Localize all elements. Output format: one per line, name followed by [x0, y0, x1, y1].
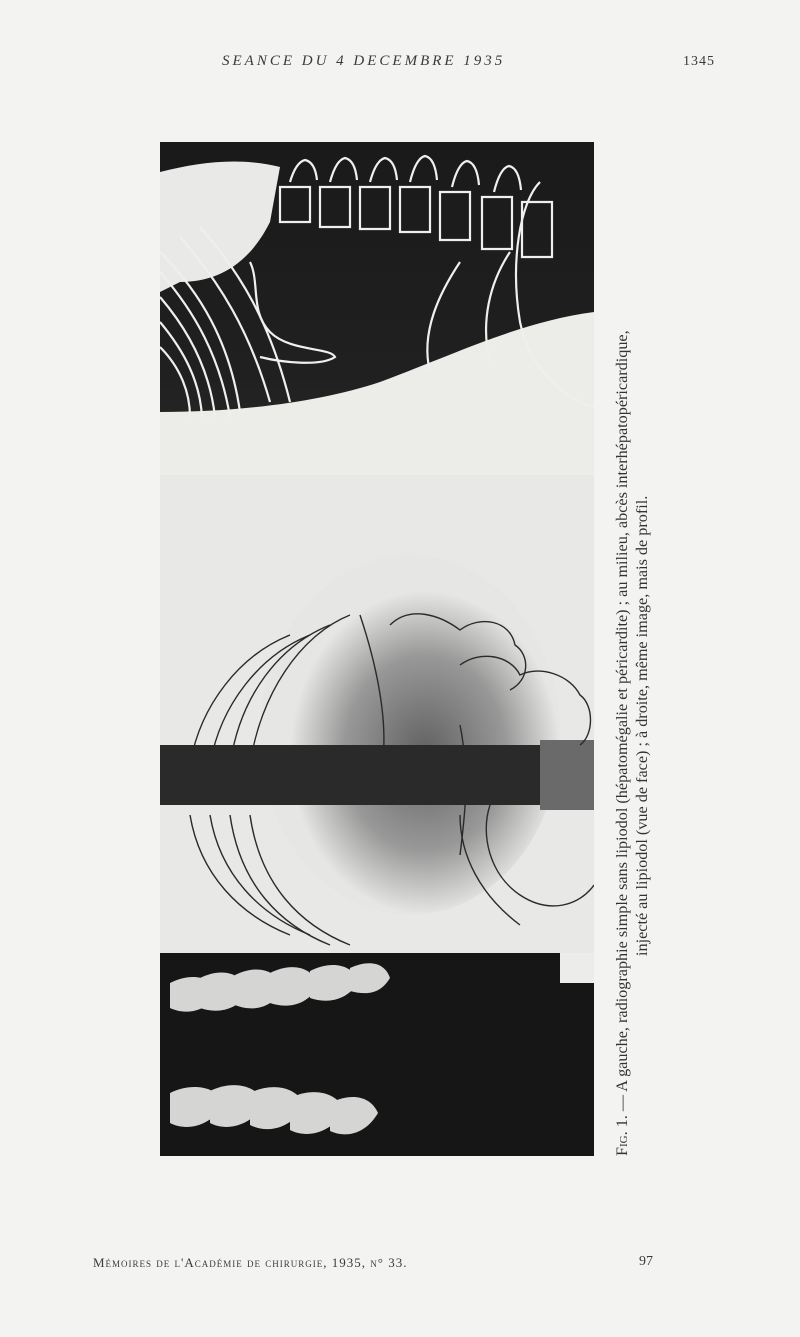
radiograph-face-traced — [160, 475, 594, 953]
journal-footer: Mémoires de l'Académie de chirurgie, 1935, n° 33. — [93, 1255, 408, 1270]
caption-label: Fig. 1. — [613, 1115, 631, 1156]
radiograph-plain — [160, 953, 594, 1156]
page-number: 1345 — [683, 54, 715, 69]
sheet-number: 97 — [639, 1254, 653, 1269]
caption-text-line1: — A gauche, radiographie simple sans lipiodol (hépatomégalie et péricardite) ; au milieu, abcès interhépatopéricardique, — [613, 330, 631, 1116]
running-title: SEANCE DU 4 DECEMBRE 1935 — [222, 53, 506, 69]
radiograph-profile — [160, 142, 594, 475]
figure-caption — [612, 142, 672, 1156]
figure — [160, 142, 594, 1156]
caption-text-line2: injecté au lipiodol (vue de face) ; à droite, même image, mais de profil. — [633, 495, 651, 956]
